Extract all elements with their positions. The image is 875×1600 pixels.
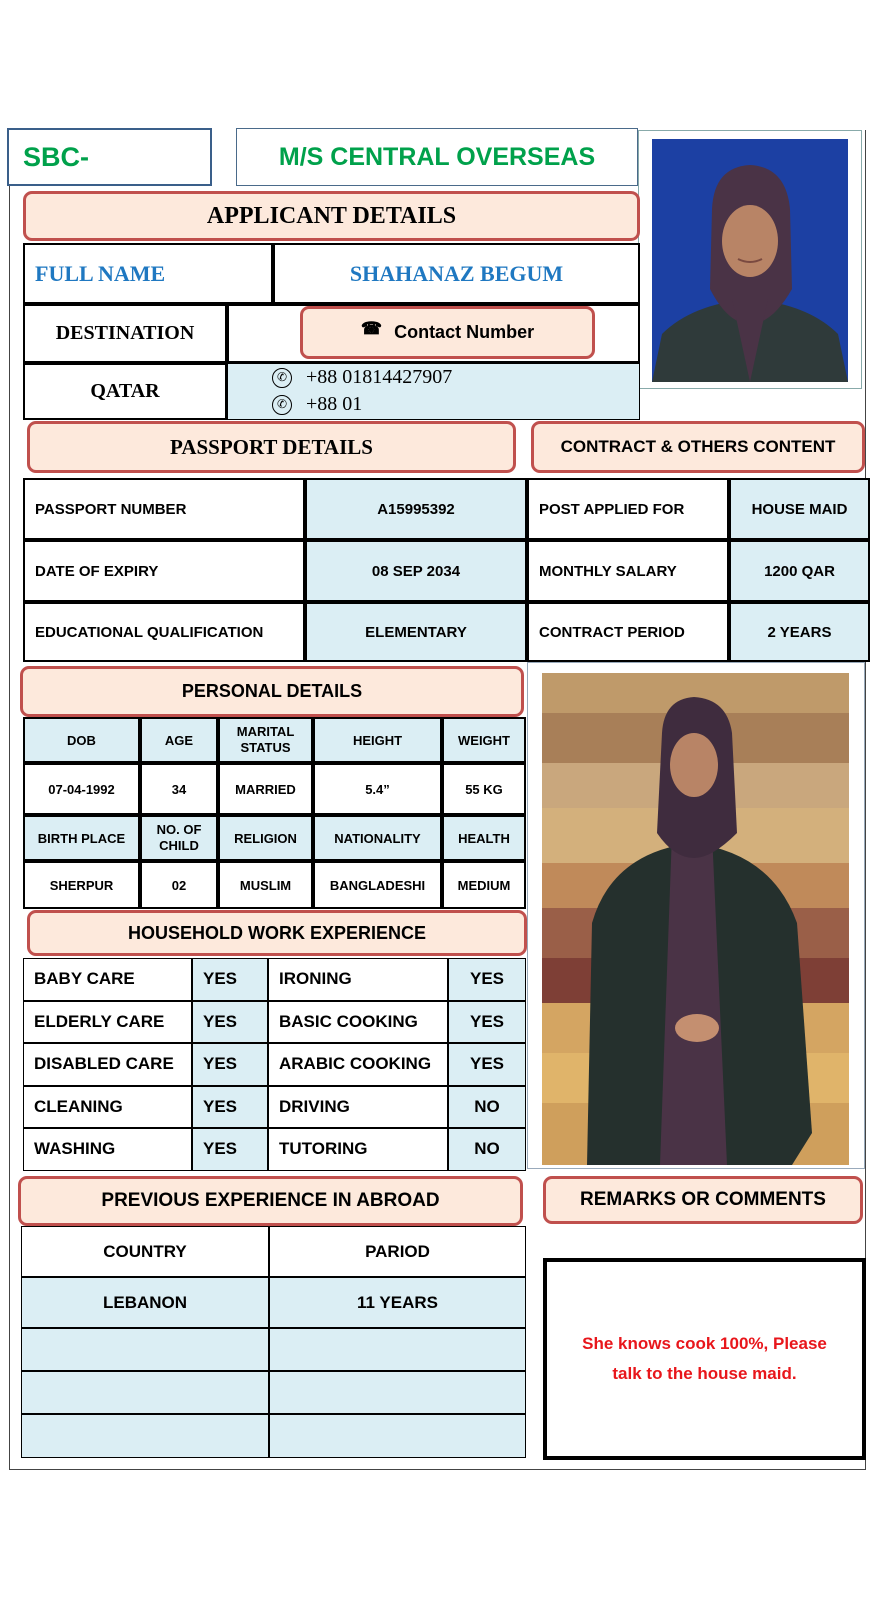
full-body-photo-frame [527, 662, 865, 1169]
household-skill-label: WASHING [23, 1128, 192, 1171]
phone-line-2: ✆ +88 01 [272, 393, 362, 416]
abroad-country-cell [21, 1414, 269, 1458]
personal-header-age: AGE [140, 717, 218, 763]
personal-value-age: 34 [140, 763, 218, 815]
personal-header-dob: DOB [23, 717, 140, 763]
abroad-country-cell [21, 1328, 269, 1371]
contact-number-header: ☎ Contact Number [300, 306, 595, 359]
household-skill-label: TUTORING [268, 1128, 448, 1171]
remarks-line-1: She knows cook 100%, Please [582, 1334, 827, 1353]
personal-header-birthplace: BIRTH PLACE [23, 815, 140, 861]
personal-details-header: PERSONAL DETAILS [20, 666, 524, 717]
personal-header-children: NO. OF CHILD [140, 815, 218, 861]
agency-name-box [236, 128, 638, 186]
household-skill-label: BASIC COOKING [268, 1001, 448, 1044]
household-experience-header: HOUSEHOLD WORK EXPERIENCE [27, 910, 527, 956]
household-skill-answer: YES [192, 1001, 268, 1044]
phone-line-1: ✆ +88 01814427907 [272, 366, 452, 389]
agency-name: M/S CENTRAL OVERSEAS [278, 142, 596, 171]
household-skill-answer: YES [192, 1086, 268, 1129]
contract-period-value: 2 YEARS [729, 602, 870, 662]
household-skill-label: IRONING [268, 958, 448, 1001]
personal-header-nationality: NATIONALITY [313, 815, 442, 861]
passport-number-value: A15995392 [305, 478, 527, 540]
household-skill-answer: YES [448, 1001, 526, 1044]
personal-header-health: HEALTH [442, 815, 526, 861]
personal-value-birthplace: SHERPUR [23, 861, 140, 909]
household-skill-answer: YES [448, 958, 526, 1001]
contract-period-label: CONTRACT PERIOD [527, 602, 729, 662]
expiry-date-value: 08 SEP 2034 [305, 540, 527, 602]
household-skill-answer: YES [192, 1043, 268, 1086]
household-skill-answer: YES [192, 1128, 268, 1171]
passport-number-label: PASSPORT NUMBER [23, 478, 305, 540]
personal-value-health: MEDIUM [442, 861, 526, 909]
household-skill-label: CLEANING [23, 1086, 192, 1129]
post-applied-label: POST APPLIED FOR [527, 478, 729, 540]
remarks-box [543, 1258, 866, 1460]
abroad-period-cell [269, 1414, 526, 1458]
personal-header-height: HEIGHT [313, 717, 442, 763]
personal-value-nationality: BANGLADESHI [313, 861, 442, 909]
household-skill-label: ELDERLY CARE [23, 1001, 192, 1044]
household-skill-answer: YES [448, 1043, 526, 1086]
personal-value-weight: 55 KG [442, 763, 526, 815]
applicant-details-header: APPLICANT DETAILS [23, 191, 640, 241]
abroad-header-country: COUNTRY [21, 1226, 269, 1277]
full-name-label: FULL NAME [23, 243, 273, 304]
abroad-country-cell [21, 1371, 269, 1414]
full-name-value: SHAHANAZ BEGUM [273, 243, 640, 304]
personal-value-dob: 07-04-1992 [23, 763, 140, 815]
personal-header-weight: WEIGHT [442, 717, 526, 763]
household-skill-label: ARABIC COOKING [268, 1043, 448, 1086]
abroad-period-cell [269, 1328, 526, 1371]
personal-header-marital: MARITAL STATUS [218, 717, 313, 763]
post-applied-value: HOUSE MAID [729, 478, 870, 540]
reference-code-box [7, 128, 212, 186]
full-body-photo [542, 673, 849, 1165]
abroad-country-cell: LEBANON [21, 1277, 269, 1328]
household-skill-label: DRIVING [268, 1086, 448, 1129]
personal-header-religion: RELIGION [218, 815, 313, 861]
household-skill-answer: NO [448, 1128, 526, 1171]
telephone-icon: ☎ [360, 318, 383, 338]
personal-value-marital: MARRIED [218, 763, 313, 815]
remarks-line-2: talk to the house maid. [612, 1364, 797, 1383]
personal-value-children: 02 [140, 861, 218, 909]
education-value: ELEMENTARY [305, 602, 527, 662]
household-skill-label: DISABLED CARE [23, 1043, 192, 1086]
remarks-header: REMARKS OR COMMENTS [543, 1176, 863, 1224]
household-skill-label: BABY CARE [23, 958, 192, 1001]
household-skill-answer: NO [448, 1086, 526, 1129]
destination-label: DESTINATION [23, 304, 227, 363]
abroad-header-period: PARIOD [269, 1226, 526, 1277]
passport-photo [652, 139, 848, 382]
phone-numbers-cell [227, 363, 640, 420]
expiry-date-label: DATE OF EXPIRY [23, 540, 305, 602]
education-label: EDUCATIONAL QUALIFICATION [23, 602, 305, 662]
phone-icon: ✆ [272, 395, 292, 415]
abroad-experience-header: PREVIOUS EXPERIENCE IN ABROAD [18, 1176, 523, 1226]
abroad-period-cell: 11 YEARS [269, 1277, 526, 1328]
personal-value-religion: MUSLIM [218, 861, 313, 909]
destination-value: QATAR [23, 363, 227, 420]
passport-details-header: PASSPORT DETAILS [27, 421, 516, 473]
household-skill-answer: YES [192, 958, 268, 1001]
contract-details-header: CONTRACT & OTHERS CONTENT [531, 421, 865, 473]
reference-code: SBC- [23, 141, 89, 172]
monthly-salary-label: MONTHLY SALARY [527, 540, 729, 602]
phone-icon: ✆ [272, 368, 292, 388]
passport-photo-frame [638, 130, 862, 389]
monthly-salary-value: 1200 QAR [729, 540, 870, 602]
personal-value-height: 5.4” [313, 763, 442, 815]
abroad-period-cell [269, 1371, 526, 1414]
